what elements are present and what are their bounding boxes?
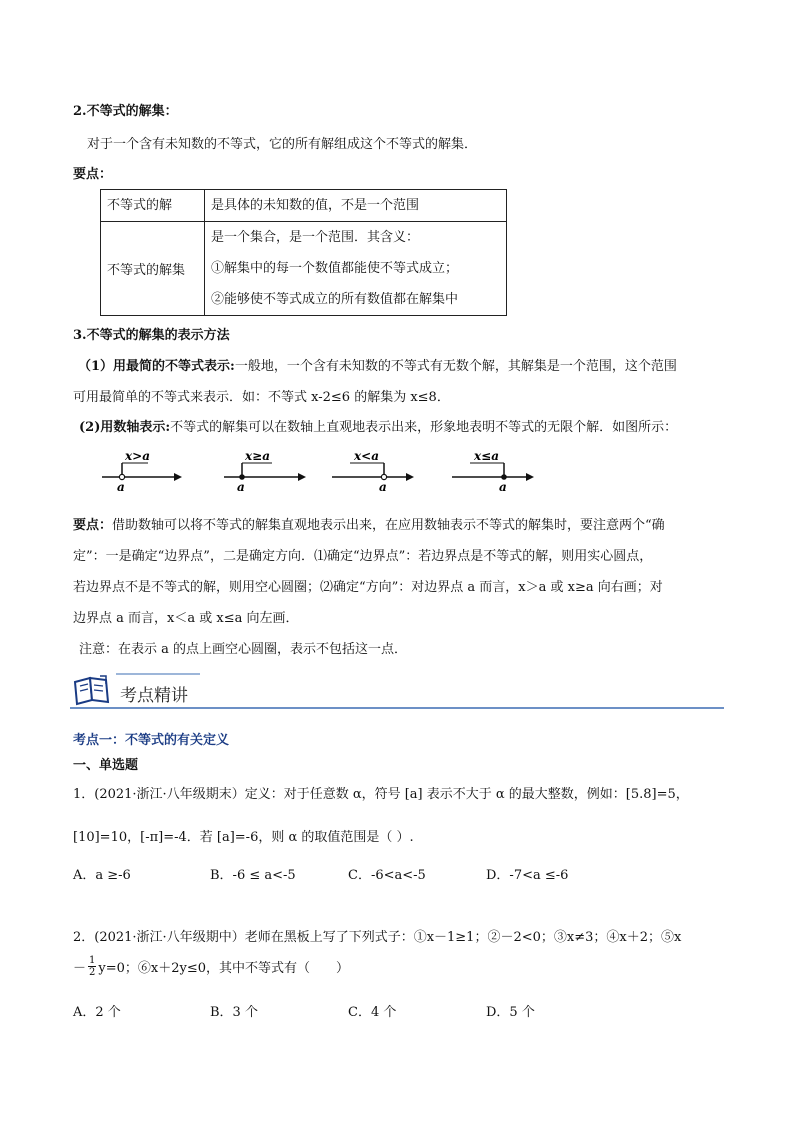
section-3-title: 3.不等式的解集的表示方法	[73, 328, 230, 343]
svg-text:a: a	[117, 480, 125, 494]
table-cell-term: 不等式的解	[101, 190, 205, 222]
topic-1-subtitle: 一、单选题	[73, 758, 139, 773]
question-2-line-2: － 1 2 y=0；⑥x＋2y≤0，其中不等式有（ ）	[73, 955, 350, 978]
question-2-option-a: A．2 个	[73, 1005, 121, 1020]
svg-text:x≥a: x≥a	[245, 449, 270, 463]
section-header	[70, 672, 724, 710]
question-2-option-c: C．4 个	[348, 1005, 397, 1020]
number-line-lt	[330, 446, 420, 494]
question-2-option-d: D．5 个	[486, 1005, 535, 1020]
table-cell-desc: 是具体的未知数的值，不是一个范围	[205, 190, 507, 222]
note-line-4: 边界点 a 而言，x＜a 或 x≤a 向左画．	[73, 611, 299, 626]
question-1-option-a: A．a ≥-6	[73, 868, 131, 883]
svg-text:x<a: x<a	[354, 449, 379, 463]
table-row	[101, 222, 507, 316]
book-icon	[72, 674, 112, 710]
table-cell-desc: 是一个集合，是一个范围．其含义： ①解集中的每一个数值都能使不等式成立； ②能够使不等式成立的所有数值都在解集中	[205, 222, 507, 316]
note-line-1: 要点：借助数轴可以将不等式的解集直观地表示出来，在应用数轴表示不等式的解集时，要注意两个“确	[73, 518, 665, 533]
svg-text:a: a	[237, 480, 245, 494]
question-1-line-2: [10]=10，[-π]=-4．若 [a]=-6，则 α 的取值范围是（ ）.	[73, 830, 414, 845]
caution-note: 注意：在表示 a 的点上画空心圆圈，表示不包括这一点．	[79, 642, 408, 657]
number-line-ge	[222, 446, 312, 494]
svg-text:x≤a: x≤a	[474, 449, 499, 463]
section-header-title: 考点精讲	[120, 686, 188, 706]
key-points-table	[100, 189, 507, 316]
number-line-le	[450, 446, 540, 494]
section-2-title: 2.不等式的解集：	[73, 104, 178, 119]
section-2-definition: 对于一个含有未知数的不等式，它的所有解组成这个不等式的解集．	[87, 137, 478, 152]
paragraph-2: (2)用数轴表示:不等式的解集可以在数轴上直观地表示出来，形象地表明不等式的无限个解．如图所示：	[79, 420, 678, 435]
question-1-option-d: D．-7<a ≤-6	[486, 868, 569, 883]
table-row	[101, 190, 507, 222]
topic-1-title: 考点一：不等式的有关定义	[73, 733, 230, 748]
question-1-option-b: B．-6 ≤ a<-5	[210, 868, 296, 883]
svg-text:x>a: x>a	[125, 449, 150, 463]
question-2-line-1: 2．(2021·浙江·八年级期中）老师在黑板上写了下列式子：①x－1≥1；②－2<0；③x≠3；④x＋2；⑤x	[73, 930, 682, 945]
question-1-line-1: 1．(2021·浙江·八年级期末）定义：对于任意数 α，符号 [a] 表示不大于 α 的最大整数，例如：[5.8]=5，	[73, 787, 689, 802]
question-1-option-c: C．-6<a<-5	[348, 868, 426, 883]
paragraph-1: （1）用最简的不等式表示:一般地，一个含有未知数的不等式有无数个解，其解集是一个范围，这个范围	[78, 359, 677, 374]
key-points-label: 要点：	[73, 167, 113, 182]
number-line-gt	[100, 446, 190, 494]
note-line-3: 若边界点不是不等式的解，则用空心圆圈；⑵确定“方向”：对边界点 a 而言，x＞a 或 x≥a 向右画；对	[73, 580, 663, 595]
fraction: 1 2	[89, 955, 96, 978]
question-2-option-b: B．3 个	[210, 1005, 258, 1020]
svg-text:a: a	[499, 480, 507, 494]
note-line-2: 定”：一是确定“边界点”，二是确定方向．⑴确定“边界点”：若边界点是不等式的解，则用实心圆点，	[73, 549, 653, 564]
paragraph-1-cont: 可用最简单的不等式来表示．如：不等式 x-2≤6 的解集为 x≤8．	[73, 390, 450, 405]
table-cell-term: 不等式的解集	[101, 222, 205, 316]
svg-text:a: a	[379, 480, 387, 494]
